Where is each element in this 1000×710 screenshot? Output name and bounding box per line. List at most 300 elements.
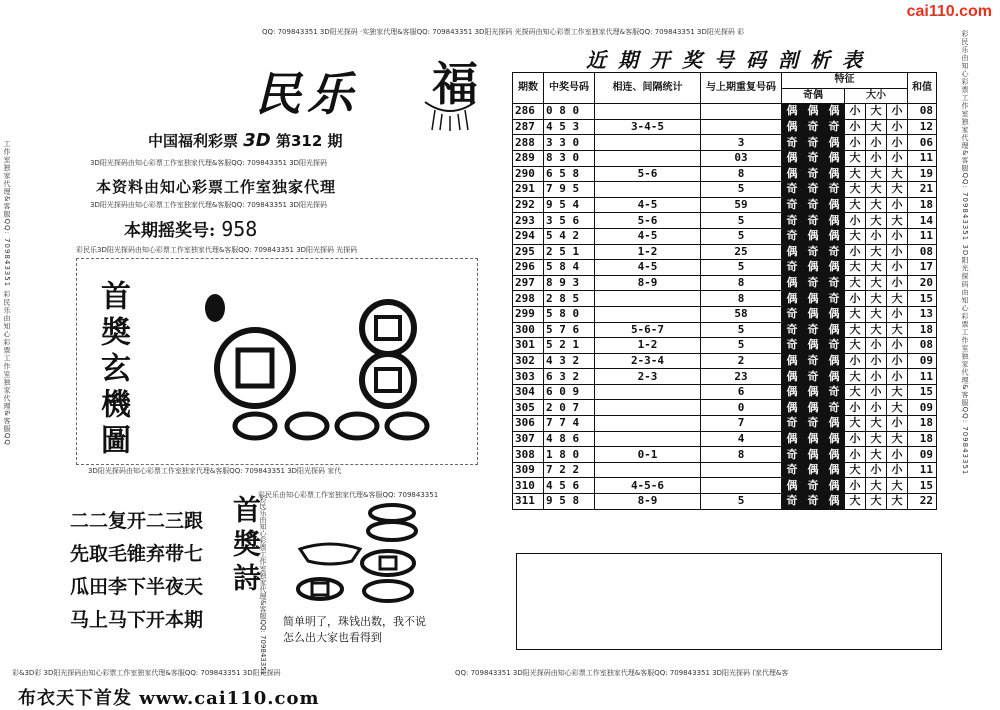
- cell-big-small: 小: [887, 306, 908, 322]
- issue-3d: 3D: [243, 130, 271, 151]
- cell-adjacent: 2-3-4: [595, 353, 701, 369]
- cell-number: 5 8 0: [544, 306, 595, 322]
- cell-odd-even: 偶: [824, 306, 845, 322]
- cell-big-small: 小: [845, 447, 866, 463]
- cell-number: 6 0 9: [544, 384, 595, 400]
- cell-big-small: 小: [845, 213, 866, 229]
- cell-odd-even: 偶: [824, 197, 845, 213]
- cell-big-small: 大: [887, 494, 908, 510]
- table-row: [513, 197, 937, 213]
- table-row: [513, 291, 937, 307]
- cell-big-small: 小: [887, 135, 908, 151]
- cell-odd-even: 偶: [824, 416, 845, 432]
- cell-odd-even: 偶: [824, 260, 845, 276]
- cell-big-small: 小: [887, 462, 908, 478]
- col-adjacent: 相连、间隔统计: [595, 73, 701, 104]
- cell-odd-even: 奇: [803, 166, 824, 182]
- cell-adjacent: 4-5: [595, 228, 701, 244]
- table-row: [513, 384, 937, 400]
- cell-big-small: 大: [887, 291, 908, 307]
- cell-sum: 11: [908, 150, 937, 166]
- cell-odd-even: 奇: [803, 213, 824, 229]
- cell-issue: 305: [513, 400, 544, 416]
- cell-odd-even: 奇: [782, 447, 803, 463]
- cell-big-small: 大: [845, 197, 866, 213]
- cell-big-small: 小: [887, 353, 908, 369]
- cell-odd-even: 偶: [782, 400, 803, 416]
- cell-sum: 11: [908, 369, 937, 385]
- cell-issue: 304: [513, 384, 544, 400]
- cell-issue: 291: [513, 182, 544, 198]
- analysis-table: [512, 72, 937, 510]
- poem-lines: [70, 505, 203, 637]
- table-row: [513, 306, 937, 322]
- agent-line: 本资料由知心彩票工作室独家代理: [96, 178, 337, 196]
- cell-adjacent: [595, 306, 701, 322]
- cell-big-small: 大: [887, 213, 908, 229]
- table-row: [513, 260, 937, 276]
- cell-number: 6 5 8: [544, 166, 595, 182]
- cell-sum: 19: [908, 166, 937, 182]
- table-row: [513, 228, 937, 244]
- cell-number: 9 5 4: [544, 197, 595, 213]
- cell-big-small: 小: [887, 104, 908, 120]
- cell-issue: 302: [513, 353, 544, 369]
- cell-repeat: [701, 478, 782, 494]
- cell-odd-even: 偶: [782, 353, 803, 369]
- cell-adjacent: [595, 182, 701, 198]
- cell-sum: 15: [908, 384, 937, 400]
- cell-big-small: 小: [887, 338, 908, 354]
- cell-odd-even: 偶: [824, 494, 845, 510]
- cell-big-small: 小: [887, 447, 908, 463]
- poem-line: 先取毛锥弃带七: [70, 543, 204, 565]
- cell-odd-even: 奇: [803, 353, 824, 369]
- cell-issue: 288: [513, 135, 544, 151]
- cell-sum: 15: [908, 478, 937, 494]
- cell-number: 5 2 1: [544, 338, 595, 354]
- cell-repeat: 4: [701, 431, 782, 447]
- table-title: 近期开奖号码剖析表: [586, 48, 874, 72]
- draw-number: 958: [221, 217, 258, 241]
- cell-big-small: 小: [845, 119, 866, 135]
- cell-repeat: 2: [701, 353, 782, 369]
- cell-odd-even: 奇: [782, 338, 803, 354]
- cell-adjacent: [595, 104, 701, 120]
- cell-big-small: 小: [887, 260, 908, 276]
- table-row: [513, 369, 937, 385]
- cell-adjacent: [595, 462, 701, 478]
- cell-odd-even: 偶: [803, 447, 824, 463]
- col-big-small: 大小: [845, 88, 908, 104]
- table-row: [513, 322, 937, 338]
- bottom-strip: QQ: 709843351 3D阳光探码由知心彩票工作室独家代理&客服QQ: 709843351 3D阳光探码 (家代理&客: [455, 669, 789, 677]
- cell-big-small: 大: [866, 291, 887, 307]
- xuanji-title: 首奬玄機圖: [95, 280, 130, 460]
- cell-big-small: 大: [887, 478, 908, 494]
- cell-odd-even: 偶: [803, 104, 824, 120]
- cell-issue: 286: [513, 104, 544, 120]
- cell-big-small: 大: [866, 119, 887, 135]
- table-row: [513, 244, 937, 260]
- cell-big-small: 小: [845, 478, 866, 494]
- cell-odd-even: 偶: [782, 166, 803, 182]
- table-row: [513, 135, 937, 151]
- cell-odd-even: 偶: [782, 119, 803, 135]
- cell-adjacent: 2-3: [595, 369, 701, 385]
- cell-odd-even: 奇: [824, 244, 845, 260]
- cell-odd-even: 偶: [824, 478, 845, 494]
- cell-odd-even: 偶: [803, 338, 824, 354]
- cell-sum: 21: [908, 182, 937, 198]
- cell-number: 8 3 0: [544, 150, 595, 166]
- cell-number: 7 7 4: [544, 416, 595, 432]
- left-vertical-strip: 工作室独家代理&客服QQ: 709843351 彩民乐由知心彩票工作室独家代理&客服QQ: [3, 140, 11, 446]
- col-repeat: 与上期重复号码: [701, 73, 782, 104]
- cell-big-small: 小: [845, 291, 866, 307]
- cell-odd-even: 奇: [803, 494, 824, 510]
- cell-big-small: 大: [887, 431, 908, 447]
- table-row: [513, 150, 937, 166]
- cell-odd-even: 偶: [824, 322, 845, 338]
- cell-issue: 295: [513, 244, 544, 260]
- cell-big-small: 大: [866, 244, 887, 260]
- cell-big-small: 大: [866, 416, 887, 432]
- cell-number: 2 0 7: [544, 400, 595, 416]
- table-row: [513, 462, 937, 478]
- cell-issue: 297: [513, 275, 544, 291]
- cell-issue: 301: [513, 338, 544, 354]
- cell-adjacent: 1-2: [595, 338, 701, 354]
- cell-odd-even: 偶: [803, 260, 824, 276]
- cell-number: 1 8 0: [544, 447, 595, 463]
- col-odd-even: 奇偶: [782, 88, 845, 104]
- cell-sum: 14: [908, 213, 937, 229]
- issue-number: 第312 期: [275, 132, 343, 150]
- cell-big-small: 大: [845, 228, 866, 244]
- table-row: [513, 275, 937, 291]
- cell-number: 3 3 0: [544, 135, 595, 151]
- cell-repeat: 25: [701, 244, 782, 260]
- minle-title: 民乐: [255, 67, 359, 121]
- cell-odd-even: 奇: [782, 322, 803, 338]
- brand-logo[interactable]: cai110.com: [906, 3, 992, 20]
- cell-big-small: 小: [866, 384, 887, 400]
- cell-odd-even: 偶: [824, 353, 845, 369]
- cell-big-small: 小: [887, 275, 908, 291]
- cell-issue: 300: [513, 322, 544, 338]
- cell-big-small: 大: [845, 416, 866, 432]
- cell-repeat: 5: [701, 182, 782, 198]
- cell-adjacent: 3-4-5: [595, 119, 701, 135]
- cell-odd-even: 偶: [824, 166, 845, 182]
- cell-big-small: 大: [887, 384, 908, 400]
- cell-big-small: 大: [845, 150, 866, 166]
- cell-sum: 18: [908, 431, 937, 447]
- cell-repeat: [701, 104, 782, 120]
- cell-odd-even: 奇: [782, 462, 803, 478]
- cell-big-small: 小: [866, 135, 887, 151]
- table-row: [513, 119, 937, 135]
- cell-number: 4 5 3: [544, 119, 595, 135]
- cell-repeat: 8: [701, 291, 782, 307]
- cell-sum: 18: [908, 416, 937, 432]
- table-row: [513, 416, 937, 432]
- cell-odd-even: 奇: [803, 275, 824, 291]
- cell-sum: 17: [908, 260, 937, 276]
- cell-number: 4 5 6: [544, 478, 595, 494]
- cell-issue: 307: [513, 431, 544, 447]
- table-row: [513, 447, 937, 463]
- note-line: 怎么出大家也看得到: [283, 631, 382, 644]
- cell-issue: 298: [513, 291, 544, 307]
- cell-odd-even: 奇: [782, 306, 803, 322]
- cell-odd-even: 奇: [824, 400, 845, 416]
- cell-big-small: 大: [887, 322, 908, 338]
- cell-big-small: 小: [887, 150, 908, 166]
- cell-big-small: 大: [845, 182, 866, 198]
- cell-sum: 09: [908, 353, 937, 369]
- cell-big-small: 小: [887, 244, 908, 260]
- cell-number: 3 5 6: [544, 213, 595, 229]
- cell-big-small: 大: [866, 447, 887, 463]
- cell-sum: 12: [908, 119, 937, 135]
- poem-line: 瓜田李下半夜天: [70, 576, 204, 598]
- cell-odd-even: 奇: [803, 150, 824, 166]
- cell-repeat: 8: [701, 166, 782, 182]
- cell-sum: 20: [908, 275, 937, 291]
- cell-big-small: 大: [866, 431, 887, 447]
- cell-big-small: 大: [845, 322, 866, 338]
- col-sum: 和值: [908, 73, 937, 104]
- cell-number: 5 4 2: [544, 228, 595, 244]
- cell-odd-even: 奇: [803, 135, 824, 151]
- cell-odd-even: 偶: [803, 462, 824, 478]
- cell-big-small: 大: [866, 275, 887, 291]
- cell-adjacent: [595, 291, 701, 307]
- cell-repeat: 5: [701, 260, 782, 276]
- cell-big-small: 小: [845, 104, 866, 120]
- cell-big-small: 小: [845, 135, 866, 151]
- cell-odd-even: 偶: [803, 228, 824, 244]
- cell-adjacent: 5-6-7: [595, 322, 701, 338]
- cell-odd-even: 偶: [782, 369, 803, 385]
- empty-notes-box: [516, 553, 942, 650]
- cell-sum: 08: [908, 104, 937, 120]
- strip-4: 3D阳光探码由知心彩票工作室独家代理&客服QQ: 709843351 3D阳光探码 家代: [88, 467, 342, 475]
- cell-big-small: 小: [845, 353, 866, 369]
- col-issue: 期数: [513, 73, 544, 104]
- cell-odd-even: 奇: [824, 291, 845, 307]
- poem-vertical-strip: 彩民乐由知心彩票工作室独家代理&客服QQ: 709843351: [259, 495, 267, 676]
- cell-sum: 06: [908, 135, 937, 151]
- cell-number: 6 3 2: [544, 369, 595, 385]
- cell-big-small: 大: [845, 369, 866, 385]
- cell-odd-even: 偶: [782, 431, 803, 447]
- cell-adjacent: [595, 416, 701, 432]
- poem-line: 马上马下开本期: [70, 609, 204, 631]
- cell-number: 4 8 6: [544, 431, 595, 447]
- cell-sum: 18: [908, 197, 937, 213]
- cell-repeat: 8: [701, 275, 782, 291]
- issue-line: [148, 130, 343, 151]
- cell-number: 8 9 3: [544, 275, 595, 291]
- ingots-drawing: [280, 495, 470, 615]
- issue-prefix: 中国福利彩票: [148, 132, 239, 150]
- cell-big-small: 大: [845, 275, 866, 291]
- cell-big-small: 小: [866, 400, 887, 416]
- cell-sum: 22: [908, 494, 937, 510]
- table-row: [513, 182, 937, 198]
- cell-big-small: 小: [866, 150, 887, 166]
- cell-repeat: 0: [701, 400, 782, 416]
- table-row: [513, 104, 937, 120]
- cell-issue: 311: [513, 494, 544, 510]
- strip-5: 彩民乐由知心彩票工作室独家代理&客服QQ: 709843351: [258, 491, 439, 499]
- left-bottom-strip: 彩&3D彩 3D阳光探码由知心彩票工作室独家代理&客服QQ: 709843351 3D阳光探码: [12, 669, 281, 677]
- cell-odd-even: 奇: [803, 416, 824, 432]
- cell-odd-even: 偶: [824, 135, 845, 151]
- cell-issue: 287: [513, 119, 544, 135]
- cell-repeat: 5: [701, 494, 782, 510]
- cell-sum: 13: [908, 306, 937, 322]
- cell-sum: 09: [908, 447, 937, 463]
- cell-adjacent: 5-6: [595, 166, 701, 182]
- cell-odd-even: 奇: [782, 213, 803, 229]
- cell-odd-even: 偶: [782, 478, 803, 494]
- right-vertical-strip: 彩民乐由知心彩票工作室独家代理&客服QQ: 709843351 3D阳光探码由知心彩票工作室独家代理&客服QQ: 709843351: [961, 30, 969, 476]
- col-number: 中奖号码: [544, 73, 595, 104]
- cell-adjacent: 0-1: [595, 447, 701, 463]
- cell-big-small: 小: [887, 369, 908, 385]
- cell-issue: 309: [513, 462, 544, 478]
- cell-issue: 303: [513, 369, 544, 385]
- cell-adjacent: 4-5: [595, 260, 701, 276]
- note-line: 简单明了，珠钱出数，我不说: [283, 615, 426, 628]
- strip-3: 彩民乐3D阳光探码由知心彩票工作室独家代理&客服QQ: 709843351 3D阳光探码 光探码: [76, 246, 358, 254]
- cell-odd-even: 奇: [824, 119, 845, 135]
- cell-repeat: 23: [701, 369, 782, 385]
- col-features: 特征: [782, 73, 908, 89]
- cell-big-small: 大: [887, 400, 908, 416]
- cell-adjacent: [595, 150, 701, 166]
- cell-sum: 11: [908, 462, 937, 478]
- cell-repeat: 03: [701, 150, 782, 166]
- cell-big-small: 大: [866, 306, 887, 322]
- cell-repeat: 5: [701, 322, 782, 338]
- cell-odd-even: 偶: [782, 150, 803, 166]
- cell-big-small: 大: [887, 166, 908, 182]
- cell-sum: 09: [908, 400, 937, 416]
- cell-odd-even: 奇: [803, 119, 824, 135]
- cell-odd-even: 偶: [824, 228, 845, 244]
- cell-odd-even: 偶: [782, 291, 803, 307]
- cell-number: 5 7 6: [544, 322, 595, 338]
- cell-adjacent: [595, 400, 701, 416]
- cell-adjacent: [595, 384, 701, 400]
- cell-big-small: 大: [845, 494, 866, 510]
- cell-big-small: 小: [866, 338, 887, 354]
- cell-odd-even: 偶: [782, 104, 803, 120]
- strip-1: 3D阳光探码由知心彩票工作室独家代理&客服QQ: 709843351 3D阳光探码: [90, 159, 328, 167]
- cell-odd-even: 奇: [803, 182, 824, 198]
- cell-number: 2 8 5: [544, 291, 595, 307]
- cell-odd-even: 奇: [782, 228, 803, 244]
- poem-title: 首奬詩: [229, 495, 262, 597]
- cell-odd-even: 奇: [782, 494, 803, 510]
- cell-odd-even: 偶: [824, 369, 845, 385]
- cell-big-small: 大: [866, 166, 887, 182]
- table-row: [513, 478, 937, 494]
- cell-big-small: 小: [845, 431, 866, 447]
- cell-repeat: 59: [701, 197, 782, 213]
- cell-odd-even: 偶: [824, 462, 845, 478]
- cell-odd-even: 奇: [803, 478, 824, 494]
- cell-repeat: 6: [701, 384, 782, 400]
- cell-sum: 18: [908, 322, 937, 338]
- cell-issue: 308: [513, 447, 544, 463]
- cell-big-small: 大: [845, 306, 866, 322]
- cell-big-small: 小: [887, 416, 908, 432]
- cell-big-small: 大: [845, 166, 866, 182]
- cell-big-small: 大: [866, 104, 887, 120]
- cell-number: 4 3 2: [544, 353, 595, 369]
- table-row: [513, 166, 937, 182]
- fu-character: 福: [432, 57, 478, 111]
- cell-issue: 290: [513, 166, 544, 182]
- cell-big-small: 小: [866, 369, 887, 385]
- cell-odd-even: 奇: [803, 322, 824, 338]
- coins-drawing: [200, 280, 470, 450]
- cell-repeat: [701, 119, 782, 135]
- cell-adjacent: 8-9: [595, 494, 701, 510]
- cell-odd-even: 奇: [782, 197, 803, 213]
- poem-line: 二二复开二三跟: [70, 510, 204, 532]
- cell-big-small: 小: [887, 119, 908, 135]
- cell-number: 9 5 8: [544, 494, 595, 510]
- cell-odd-even: 奇: [803, 369, 824, 385]
- draw-line: [124, 216, 257, 241]
- cell-odd-even: 偶: [782, 244, 803, 260]
- cell-adjacent: 4-5: [595, 197, 701, 213]
- cell-adjacent: [595, 431, 701, 447]
- cell-odd-even: 奇: [782, 416, 803, 432]
- poem-note: [283, 614, 426, 646]
- cell-odd-even: 偶: [803, 384, 824, 400]
- cell-big-small: 大: [866, 197, 887, 213]
- table-row: [513, 213, 937, 229]
- cell-issue: 294: [513, 228, 544, 244]
- cell-odd-even: 偶: [824, 150, 845, 166]
- cell-odd-even: 偶: [803, 431, 824, 447]
- cell-adjacent: 8-9: [595, 275, 701, 291]
- table-row: [513, 353, 937, 369]
- cell-repeat: 5: [701, 338, 782, 354]
- cell-odd-even: 偶: [824, 447, 845, 463]
- cell-number: 7 2 2: [544, 462, 595, 478]
- cell-repeat: 8: [701, 447, 782, 463]
- cell-issue: 306: [513, 416, 544, 432]
- cell-sum: 08: [908, 338, 937, 354]
- cell-big-small: 大: [866, 182, 887, 198]
- cell-adjacent: [595, 135, 701, 151]
- cell-odd-even: 奇: [824, 384, 845, 400]
- cell-big-small: 大: [866, 494, 887, 510]
- cell-sum: 15: [908, 291, 937, 307]
- cell-big-small: 大: [866, 213, 887, 229]
- draw-label: 本期摇奖号:: [124, 221, 216, 241]
- tassel-icon: [420, 100, 480, 132]
